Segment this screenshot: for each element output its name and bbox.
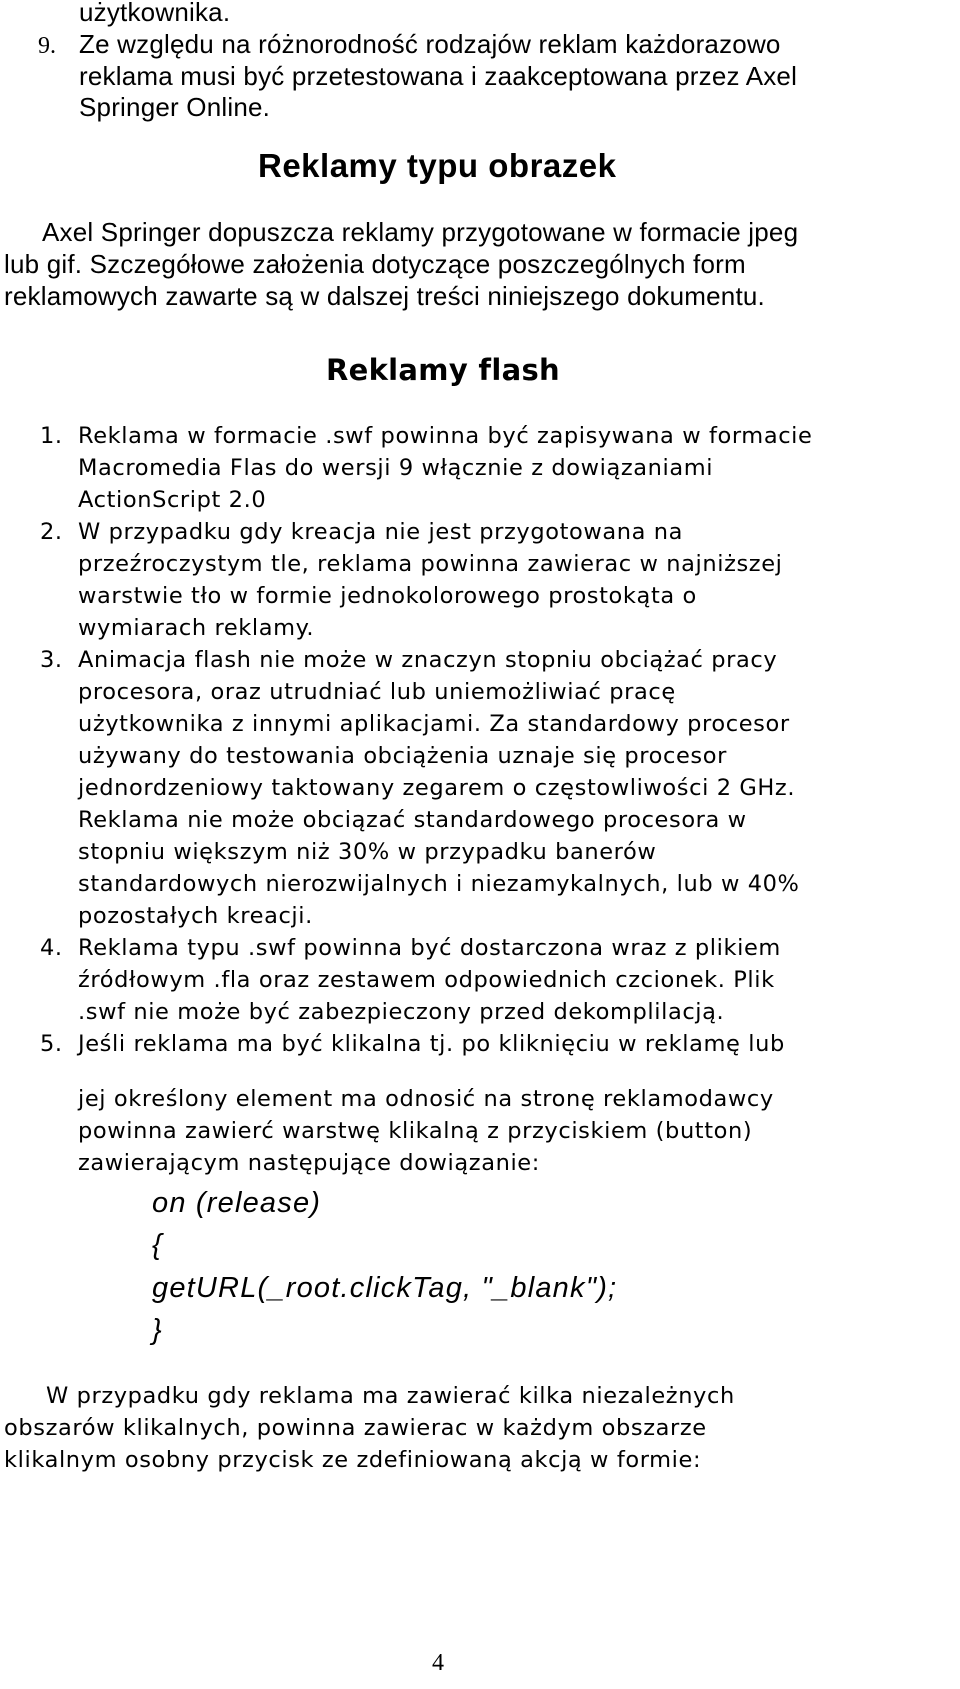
paragraph-line: klikalnym osobny przycisk ze zdefiniowaną akcją w formie:: [4, 1447, 702, 1473]
list-item-line: pozostałych kreacji.: [78, 903, 313, 929]
list-item-line: zawierającym następujące dowiązanie:: [78, 1150, 540, 1176]
list-item-line: wymiarach reklamy.: [78, 615, 315, 641]
list-item-line: Animacja flash nie może w znaczyn stopniu obciążać pracy: [78, 647, 778, 673]
list-number: 4.: [40, 935, 63, 961]
paragraph-line: obszarów klikalnych, powinna zawierac w każdym obszarze: [4, 1415, 707, 1441]
list-item-line: Jeśli reklama ma być klikalna tj. po kliknięciu w reklamę lub: [78, 1031, 785, 1057]
list-item-line: jej określony element ma odnosić na stronę reklamodawcy: [78, 1086, 774, 1112]
list-item-line: powinna zawierć warstwę klikalną z przyciskiem (button): [78, 1118, 753, 1144]
list-item-line: Ze względu na różnorodność rodzajów reklam każdorazowo: [79, 29, 781, 59]
list-number: 3.: [40, 647, 63, 673]
continued-text: użytkownika.: [79, 0, 231, 27]
paragraph-line: Axel Springer dopuszcza reklamy przygotowane w formacie jpeg: [42, 217, 799, 247]
code-line: on (release): [152, 1187, 322, 1219]
list-item-line: Reklama w formacie .swf powinna być zapisywana w formacie: [78, 423, 813, 449]
paragraph-line: lub gif. Szczegółowe założenia dotyczące poszczególnych form: [4, 249, 746, 279]
list-number: 9.: [38, 33, 56, 59]
list-item-line: standardowych nierozwijalnych i niezamykalnych, lub w 40%: [78, 871, 800, 897]
list-item-line: reklama musi być przetestowana i zaakceptowana przez Axel: [79, 61, 798, 91]
page-number: 4: [432, 1650, 444, 1676]
list-item-line: Reklama nie może obciązać standardowego procesora w: [78, 807, 747, 833]
section-heading: Reklamy typu obrazek: [258, 147, 617, 184]
list-item-line: .swf nie może być zabezpieczony przed dekomplilacją.: [78, 999, 725, 1025]
list-item-line: przeźroczystym tle, reklama powinna zawierac w najniższej: [78, 551, 783, 577]
code-line: getURL(_root.clickTag, "_blank");: [152, 1272, 618, 1304]
paragraph-line: reklamowych zawarte są w dalszej treści niniejszego dokumentu.: [4, 281, 765, 311]
list-number: 5.: [40, 1031, 63, 1057]
list-item-line: procesora, oraz utrudniać lub uniemożliwiać pracę: [78, 679, 676, 705]
list-item-line: ActionScript 2.0: [78, 487, 267, 513]
code-line: {: [152, 1229, 163, 1261]
list-item-line: źródłowym .fla oraz zestawem odpowiednich czcionek. Plik: [78, 967, 775, 993]
section-heading: Reklamy flash: [326, 353, 560, 387]
paragraph-line: W przypadku gdy reklama ma zawierać kilka niezależnych: [46, 1383, 735, 1409]
list-item-line: Reklama typu .swf powinna być dostarczona wraz z plikiem: [78, 935, 781, 961]
list-item-line: warstwie tło w formie jednokolorowego prostokąta o: [78, 583, 697, 609]
list-item-line: stopniu większym niż 30% w przypadku banerów: [78, 839, 657, 865]
list-number: 2.: [40, 519, 63, 545]
list-item-line: Macromedia Flas do wersji 9 włącznie z dowiązaniami: [78, 455, 714, 481]
list-item-line: W przypadku gdy kreacja nie jest przygotowana na: [78, 519, 683, 545]
list-item-line: używany do testowania obciążenia uznaje się procesor: [78, 743, 727, 769]
list-item-line: jednordzeniowy taktowany zegarem o częstowliwości 2 GHz.: [78, 775, 796, 801]
list-item-line: Springer Online.: [79, 92, 271, 122]
code-line: }: [152, 1314, 163, 1346]
list-number: 1.: [40, 423, 63, 449]
list-item-line: użytkownika z innymi aplikacjami. Za standardowy procesor: [78, 711, 790, 737]
